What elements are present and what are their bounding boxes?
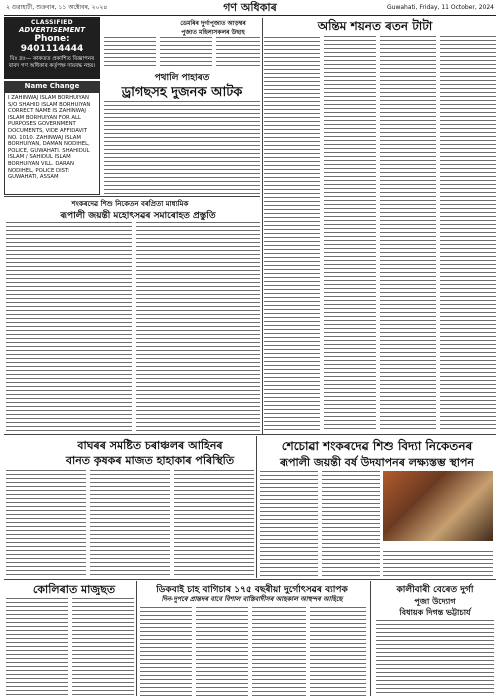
text-block <box>440 36 496 432</box>
headline-pothali: পথালি পাহাৰত <box>154 73 210 82</box>
headline-drug-arrest: ড্ৰাগছসহ দুজনক আটক <box>121 85 243 99</box>
column-rule <box>256 436 257 578</box>
headline-baghar: বাঘৰৰ সমষ্টিত চৰাঞ্চলৰ আহিনৰ <box>77 439 223 451</box>
classified-note: বিঃ দ্ৰঃ— কাকতত প্ৰকাশিত বিজ্ঞাপনৰ বাবদ গণ অধিকাৰ কৰ্তৃপক্ষ দায়বদ্ধ নহয়। <box>8 56 96 69</box>
text-block <box>136 222 260 432</box>
text-block <box>72 598 134 696</box>
text-block <box>252 607 306 696</box>
text-block <box>6 598 68 696</box>
header-rule <box>4 15 496 16</box>
text-block <box>104 37 156 67</box>
headline-dikobai-sub: দিন-দুপৰে প্ৰান্তদৰ বাবে বিশাল বাস্তিবাদীসৰ আহকাল আহুন্দৰ আহিছে <box>161 595 343 603</box>
headline-ratan-tata: অন্তিম শয়নত ৰতন টাটা <box>317 19 433 33</box>
headline-kalibari-puja: পূজা উদ্যোগ <box>414 597 456 606</box>
classified-label: CLASSIFIED <box>31 19 73 26</box>
news-photo <box>383 471 493 541</box>
classified-box <box>4 17 100 79</box>
header-date-right: Guwahati, Friday, 11 October, 2024 <box>387 4 494 11</box>
section-rule <box>4 434 496 435</box>
text-block <box>264 37 320 432</box>
text-block <box>140 607 192 696</box>
headline-kalibari-mla: বিধায়ক দিগন্ত ভট্টাচাৰ্য <box>399 608 471 617</box>
masthead: গণ অধিকাৰ <box>223 1 277 14</box>
column-rule <box>136 581 137 696</box>
text-block <box>383 551 493 577</box>
section-rule <box>4 579 496 580</box>
text-block <box>104 101 260 195</box>
text-block <box>324 36 376 432</box>
column-rule <box>262 18 263 434</box>
text-block <box>90 470 170 576</box>
headline-demori: ডেমৰিৰ দুৰ্গাপূজাত আড়ম্বৰ <box>180 20 246 27</box>
text-block <box>6 470 86 576</box>
classified-ads: ADVERTISEMENT <box>18 26 86 34</box>
text-block <box>310 607 366 696</box>
text-block <box>376 620 494 696</box>
text-block <box>196 607 248 696</box>
headline-sankardev-school: শংকৰদেৱ শিশু নিকেতন বৰপ্ৰিতা মাধ্যমিক <box>71 200 189 208</box>
text-block <box>174 470 254 576</box>
text-block <box>216 37 260 67</box>
headline-sesowa-school: শেচোৱা শংকৰদেৱ শিশু বিদ্যা নিকেতনৰ <box>281 439 473 453</box>
headline-foundation-stone: ৰূপালী জয়ন্তী বৰ্ষ উদযাপনৰ লক্ষ্যস্তম্ভ স্থাপন <box>280 456 474 468</box>
text-block <box>380 36 436 432</box>
column-rule <box>370 581 371 696</box>
text-block <box>6 222 132 432</box>
headline-demori-sub: পুজাত মহিলাসকলৰ উছাহ <box>181 29 245 36</box>
headline-flood-farmers: বানত কৃষকৰ মাজত হাহাকাৰ পৰিস্থিতি <box>65 454 235 466</box>
headline-kalibari: কালীবাৰী বেৰেত দুৰ্গা <box>396 585 474 594</box>
text-block <box>260 471 318 577</box>
header-date-left: ২ গুৱাহাটী, শুক্ৰবাৰ, ১১ অক্টোবৰ, ২০২৪ <box>6 4 108 11</box>
classified-phone: Phone: 9401114444 <box>20 34 84 54</box>
name-change-notice: I ZAHINWAJ ISLAM BORHUIYAN S/O SHAHID ISLAM BORHUIYAN CORRECT NAME IS ZAHINWAJ ISLAM BORHUIYAN FOR ALL PURPOSES GOVERNMENT DOCUMENTS, VIDE AFFIDAVIT NO. 1010. ZAHINWAJ ISLAM BORHUIYAN, DAMAN NODIHEL, POLICE, GUWAHATI. SHAHIDUL ISLAM / SAHIDUL ISLAM BORHUIYAN VILL. DARAN NODIHEL, POLICE DIST: GUWAHATI, ASSAM <box>4 92 100 195</box>
text-block <box>160 37 212 67</box>
section-rule <box>4 196 260 197</box>
text-block <box>322 471 380 577</box>
name-change-title: Name Change <box>4 81 100 92</box>
headline-dikobai-tea: ডিকবাই চাহ বাগিচাৰ ১৭৫ বছৰীয়া দুৰ্গোৎসৱৰ ব্যাপক <box>156 585 348 594</box>
headline-kolira-theft: কোলিৰাত মাজুছত <box>32 583 116 595</box>
headline-rupali-jayanti: ৰূপালী জয়ন্তী মহোৎসৱৰ সমাৰোহত প্ৰস্তুতি <box>60 211 216 220</box>
